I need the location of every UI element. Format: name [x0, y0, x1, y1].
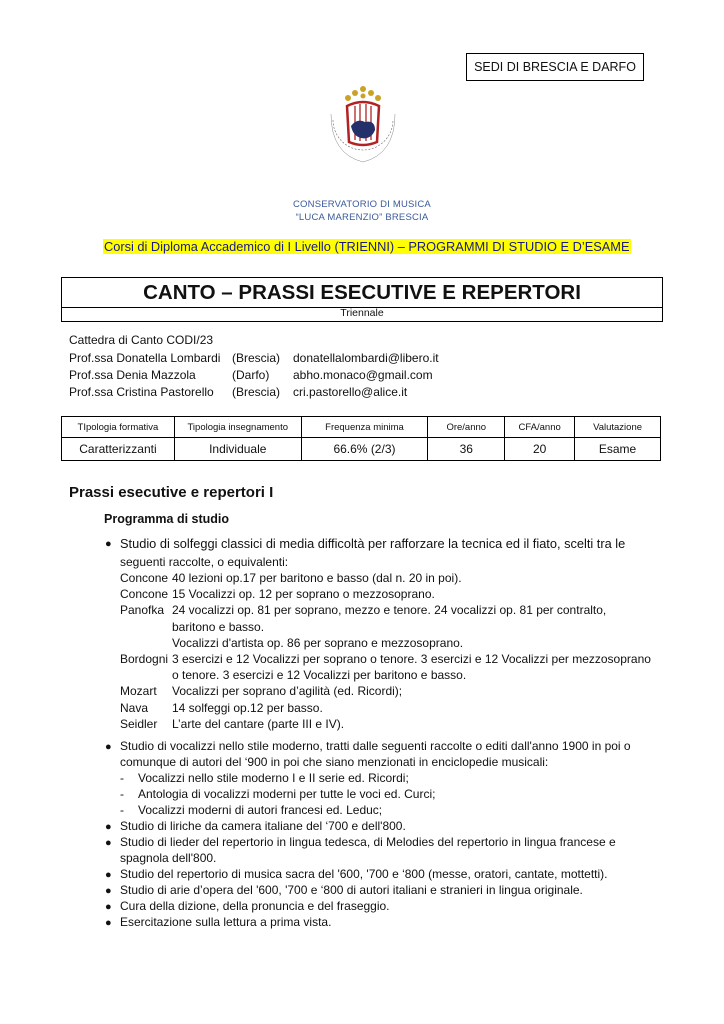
repertoire-text: 14 solfeggi op.12 per basso.: [172, 701, 323, 715]
professor-name: Prof.ssa Cristina Pastorello: [69, 385, 214, 399]
course-info-table: [61, 416, 661, 461]
table-row: [62, 438, 661, 461]
repertoire-author: Bordogni: [120, 652, 169, 666]
crest-crown-icon: [345, 86, 381, 101]
block1-intro: seguenti raccolte, o equivalenti:: [120, 555, 289, 569]
dash-icon: -: [120, 787, 124, 801]
professor-seat: (Brescia): [232, 385, 281, 399]
table-header-cell: CFA/anno: [505, 417, 575, 438]
repertoire-author: Concone: [120, 571, 169, 585]
bullet-icon: ●: [105, 538, 112, 550]
professor-email[interactable]: cri.pastorello@alice.it: [293, 385, 408, 399]
list-item: Cura della dizione, della pronuncia e del fraseggio.: [120, 899, 390, 913]
repertoire-author: Seidler: [120, 717, 158, 731]
list-item: Studio di liriche da camera italiane del ‘700 e dell'800.: [120, 819, 406, 833]
cattedra-label: Cattedra di Canto CODI/23: [69, 333, 214, 347]
page-title: CANTO – PRASSI ESECUTIVE E REPERTORI: [143, 281, 581, 304]
professor-email[interactable]: donatellalombardi@libero.it: [293, 351, 439, 365]
dash-icon: -: [120, 803, 124, 817]
repertoire-text: 24 vocalizzi op. 81 per soprano, mezzo e tenore. 24 vocalizzi op. 81 per contralto,: [172, 603, 607, 617]
table-cell: Individuale: [174, 438, 301, 461]
repertoire-text: 15 Vocalizzi op. 12 per soprano o mezzosoprano.: [172, 587, 435, 601]
repertoire-text: 40 lezioni op.17 per baritono e basso (dal n. 20 in poi).: [172, 571, 462, 585]
table-header-cell: TIpologia formativa: [62, 417, 175, 438]
list-item: spagnola dell'800.: [120, 851, 217, 865]
bullet-icon: ●: [105, 917, 112, 929]
list-item: Studio di lieder del repertorio in lingua tedesca, di Melodies del repertorio in lingua francese e: [120, 835, 616, 849]
repertoire-text: o tenore. 3 esercizi e 12 Vocalizzi per baritono e basso.: [172, 668, 467, 682]
block2-line: comunque di autori del ‘900 in poi che siano menzionati in enciclopedie musicali:: [120, 755, 549, 769]
bullet-icon: ●: [105, 821, 112, 833]
table-header-row: [62, 417, 661, 438]
table-header-cell: Valutazione: [575, 417, 661, 438]
list-item: Esercitazione sulla lettura a prima vista.: [120, 915, 332, 929]
block1-intro: Studio di solfeggi classici di media difficoltà per rafforzare la tecnica ed il fiato, scelti tra le: [120, 536, 626, 551]
table-header-cell: Ore/anno: [428, 417, 505, 438]
sedi-box: [466, 53, 644, 81]
repertoire-text: Vocalizzi per soprano d’agilità (ed. Ricordi);: [172, 684, 403, 698]
table-cell: Esame: [575, 438, 661, 461]
list-item: Studio di arie d’opera del '600, '700 e ‘800 di autori italiani e stranieri in lingua originale.: [120, 883, 583, 897]
professor-seat: (Brescia): [232, 351, 281, 365]
list-item: Vocalizzi moderni di autori francesi ed. Leduc;: [138, 803, 383, 817]
section-title: Prassi esecutive e repertori I: [69, 484, 274, 501]
list-item: Vocalizzi nello stile moderno I e II serie ed. Ricordi;: [138, 771, 409, 785]
bullet-icon: ●: [105, 885, 112, 897]
table-header-cell: Tipologia insegnamento: [174, 417, 301, 438]
repertoire-author: Nava: [120, 701, 149, 715]
page-subtitle: Triennale: [340, 307, 384, 319]
bullet-icon: ●: [105, 741, 112, 753]
bullet-icon: ●: [105, 869, 112, 881]
block2-line: Studio di vocalizzi nello stile moderno, tratti dalle seguenti raccolte o editi dall'anno 1900 in poi o: [120, 739, 631, 753]
bullet-icon: ●: [105, 837, 112, 849]
sedi-label: SEDI DI BRESCIA E DARFO: [474, 60, 636, 74]
repertoire-author: Concone: [120, 587, 169, 601]
repertoire-text: Vocalizzi d'artista op. 86 per soprano e mezzosoprano.: [172, 636, 464, 650]
list-item: Studio del repertorio di musica sacra del '600, '700 e ‘800 (messe, oratori, cantate, mottetti).: [120, 867, 608, 881]
institution-line-1: CONSERVATORIO DI MUSICA: [293, 199, 431, 210]
institution-line-2: “LUCA MARENZIO” BRESCIA: [295, 212, 429, 223]
professor-name: Prof.ssa Donatella Lombardi: [69, 351, 221, 365]
repertoire-author: Panofka: [120, 603, 165, 617]
repertoire-text: baritono e basso.: [172, 620, 265, 634]
table-cell: Caratterizzanti: [62, 438, 175, 461]
repertoire-text: 3 esercizi e 12 Vocalizzi per soprano o tenore. 3 esercizi e 12 Vocalizzi per mezzosoprano: [172, 652, 651, 666]
repertoire-text: L’arte del cantare (parte III e IV).: [172, 717, 345, 731]
table-cell: 66.6% (2/3): [301, 438, 428, 461]
table-cell: 36: [428, 438, 505, 461]
dash-icon: -: [120, 771, 124, 785]
title-box: [61, 277, 663, 322]
repertoire-author: Mozart: [120, 684, 157, 698]
table-header-cell: Frequenza minima: [301, 417, 428, 438]
program-heading: Programma di studio: [104, 512, 230, 526]
courses-line: Corsi di Diploma Accademico di I Livello (TRIENNI) – PROGRAMMI DI STUDIO E D’ESAME: [104, 239, 630, 254]
professor-name: Prof.ssa Denia Mazzola: [69, 368, 196, 382]
conservatorio-logo: [325, 84, 401, 192]
table-cell: 20: [505, 438, 575, 461]
professor-seat: (Darfo): [232, 368, 270, 382]
bullet-icon: ●: [105, 901, 112, 913]
list-item: Antologia di vocalizzi moderni per tutte le voci ed. Curci;: [138, 787, 436, 801]
professor-email[interactable]: abho.monaco@gmail.com: [293, 368, 433, 382]
